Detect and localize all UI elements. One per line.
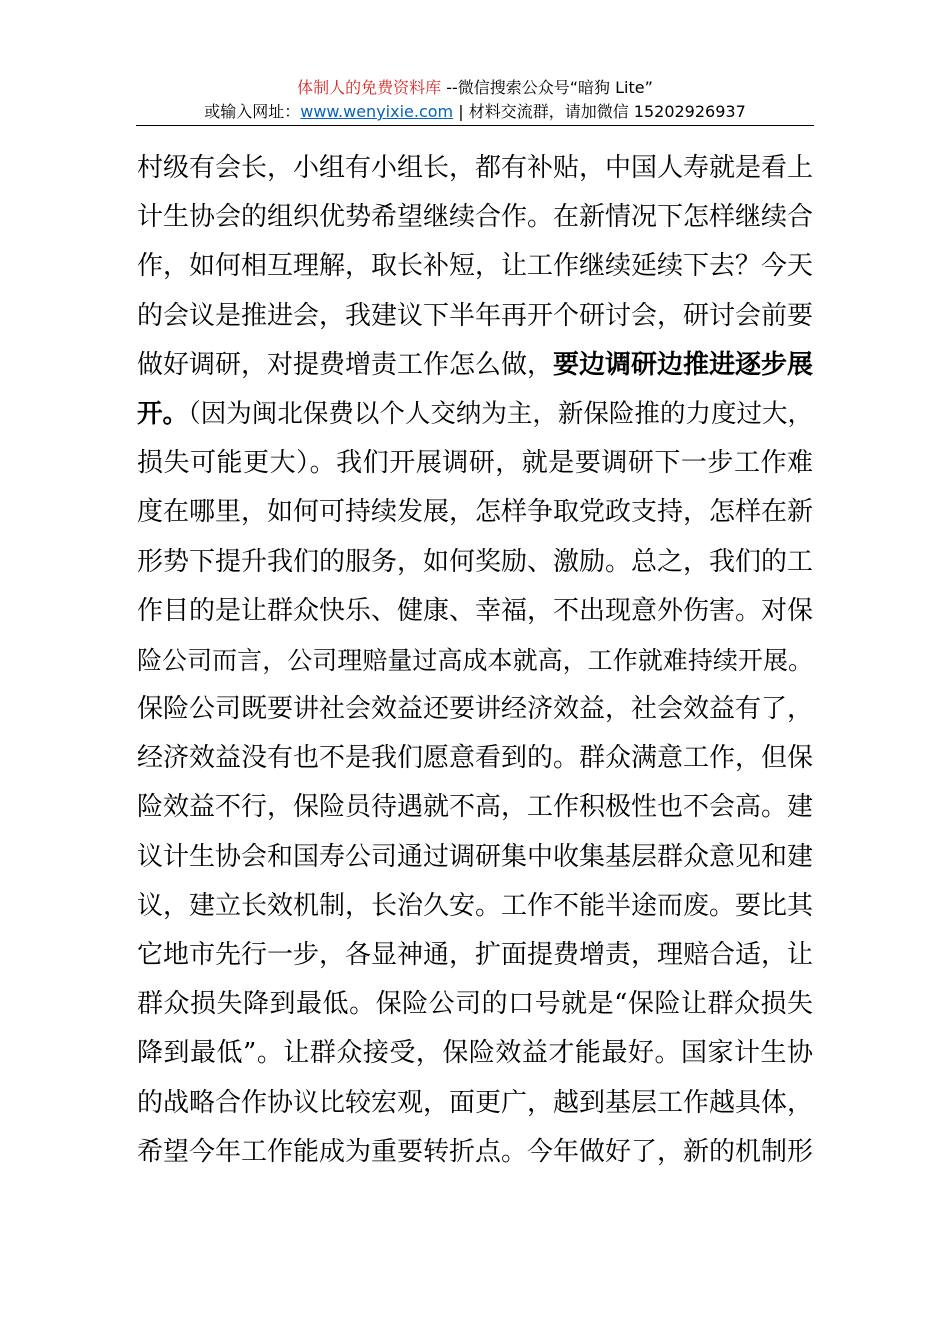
body-line: 险效益不行，保险员待遇就不高，工作积极性也不会高。建 bbox=[137, 792, 814, 823]
body-line: 村级有会长，小组有小组长，都有补贴，中国人寿就是看上 bbox=[137, 153, 814, 183]
page-header bbox=[136, 76, 814, 124]
body-line: 经济效益没有也不是我们愿意看到的。群众满意工作，但保 bbox=[137, 743, 814, 774]
body-line: 形势下提升我们的服务，如何奖励、激励。总之，我们的工 bbox=[137, 546, 814, 577]
body-line: 保险公司既要讲社会效益还要讲经济效益，社会效益有了， bbox=[137, 694, 814, 725]
body-line: 作，如何相互理解，取长补短，让工作继续延续下去？今天 bbox=[137, 251, 814, 282]
body-line: 度在哪里，如何可持续发展，怎样争取党政支持，怎样在新 bbox=[137, 497, 814, 528]
document-body bbox=[137, 144, 813, 1177]
body-line: 的战略合作协议比较宏观，面更广，越到基层工作越具体， bbox=[137, 1087, 814, 1118]
header-contact: | 材料交流群，请加微信 15202926937 bbox=[453, 102, 746, 121]
header-brand: 体制人的免费资料库 bbox=[297, 78, 442, 97]
body-line: 计生协会的组织优势希望继续合作。在新情况下怎样继续合 bbox=[137, 202, 814, 233]
body-line-mixed bbox=[137, 341, 813, 390]
body-line: 降到最低”。让群众接受，保险效益才能最好。国家计生协 bbox=[137, 1038, 813, 1069]
bold-emphasis-b: 开。 bbox=[137, 398, 189, 429]
body-line: 希望今年工作能成为重要转折点。今年做好了，新的机制形 bbox=[137, 1136, 814, 1167]
header-url-link[interactable]: www.wenyixie.com bbox=[300, 102, 454, 121]
bold-emphasis-a: 要边调研边推进逐步展 bbox=[553, 349, 814, 380]
header-divider bbox=[136, 125, 814, 126]
body-line: 它地市先行一步，各显神通，扩面提费增责，理赔合适，让 bbox=[137, 940, 814, 970]
body-line: 作目的是让群众快乐、健康、幸福，不出现意外伤害。对保 bbox=[137, 595, 814, 626]
header-brand-suffix: --微信搜索公众号“暗狗 Lite” bbox=[441, 78, 653, 97]
body-line: 群众损失降到最低。保险公司的口号就是“保险让群众损失 bbox=[137, 989, 813, 1020]
body-line: 议计生协会和国寿公司通过调研集中收集基层群众意见和建 bbox=[137, 841, 814, 872]
body-line: 损失可能更大）。我们开展调研，就是要调研下一步工作难 bbox=[137, 448, 813, 479]
body-line: 议，建立长效机制，长治久安。工作不能半途而废。要比其 bbox=[137, 890, 814, 921]
header-url-prefix: 或输入网址： bbox=[204, 102, 301, 121]
body-line: 的会议是推进会，我建议下半年再开个研讨会，研讨会前要 bbox=[137, 300, 814, 331]
body-line-mixed bbox=[137, 390, 813, 439]
body-line: 险公司而言，公司理赔量过高成本就高，工作就难持续开展。 bbox=[137, 645, 813, 675]
header-line-2 bbox=[136, 100, 814, 124]
header-line-1 bbox=[136, 76, 814, 100]
body-line-text: （因为闽北保费以个人交纳为主，新保险推的力度过大， bbox=[188, 398, 813, 429]
body-line-text: 做好调研，对提费增责工作怎么做， bbox=[137, 349, 554, 380]
